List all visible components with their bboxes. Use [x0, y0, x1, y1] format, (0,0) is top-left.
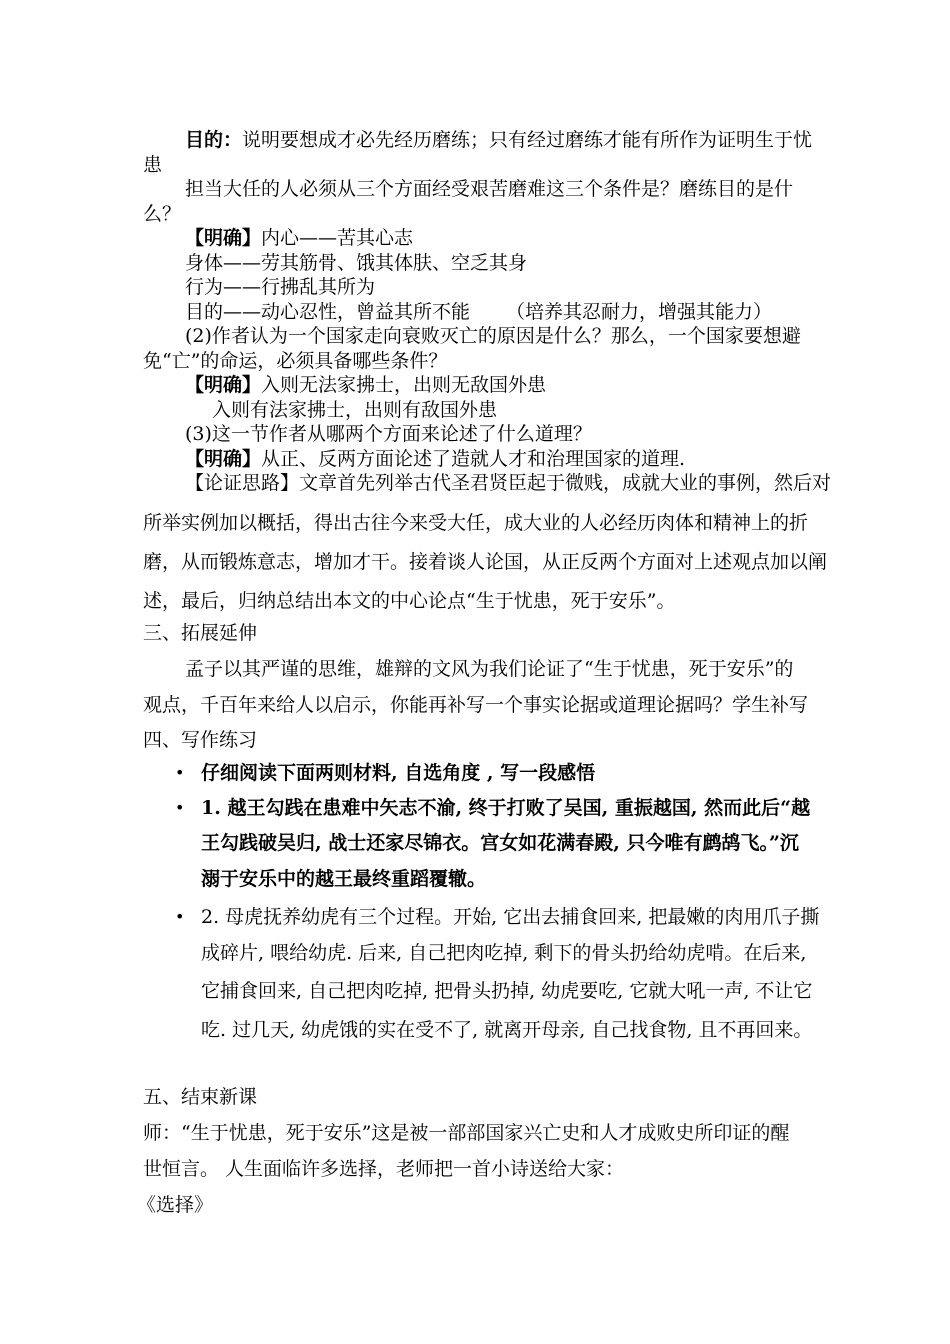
section-3-line-1: 孟子以其严谨的思维，雄辩的文风为我们论证了“生于忧患，死于安乐”的: [185, 658, 794, 680]
exercise-item-3-line-4: 吃. 过几天, 幼虎饿的实在受不了, 就离开母亲, 自己找食物, 且不再回来。: [201, 1019, 813, 1041]
exercise-item-2-line-3: 溺于安乐中的越王最终重蹈覆辙。: [201, 868, 487, 890]
argument-line-3: 磨，从而锻炼意志，增加才干。接着谈人论国，从正反两个方面对上述观点加以阐: [143, 551, 828, 573]
section-4-heading: 四、写作练习: [143, 729, 258, 751]
purpose-line-2: 患: [143, 154, 163, 176]
section-5-heading: 五、结束新课: [143, 1086, 258, 1108]
question-line-1: 担当大任的人必须从三个方面经受艰苦磨难这三个条件是？磨练目的是什: [185, 178, 794, 200]
bullet-icon: •: [175, 907, 185, 926]
bullet-icon: •: [175, 763, 185, 782]
exercise-item-1: 仔细阅读下面两则材料, 自选角度 , 写一段感悟: [201, 762, 596, 784]
exercise-item-3-line-3: 它捕食回来, 自己把肉吃掉, 把骨头扔掉, 幼虎要吃, 它就大吼一声, 不让它: [201, 980, 813, 1002]
argument-line-1: 【论证思路】文章首先列举古代圣君贤臣起于微贱，成就大业的事例，然后对: [185, 472, 832, 494]
answer-text: 目的——动心忍性，曾益其所不能: [185, 301, 471, 323]
bullet-icon: •: [175, 798, 185, 817]
purpose-text: 说明要想成才必先经历磨练；只有经过磨练才能有所作为证明生于忧: [242, 129, 813, 151]
section-5-line-2: 世恒言。 人生面临许多选择，老师把一首小诗送给大家：: [143, 1158, 625, 1180]
q2-line-2: 免“亡”的命运，必须具备哪些条件？: [143, 350, 448, 372]
answer-text: 入则无法家拂士，出则无敌国外患: [261, 374, 547, 396]
purpose-line-1: [185, 128, 812, 152]
answer-label: 【明确】: [185, 448, 262, 470]
q2-answer-line-2: 入则有法家拂士，出则有敌国外患: [212, 399, 498, 421]
exercise-item-2-line-1: 1. 越王勾践在患难中矢志不渝, 终于打败了吴国, 重振越国, 然而此后“越: [201, 797, 811, 819]
answer-note: （培养其忍耐力，增强其能力）: [506, 301, 773, 323]
argument-line-4: 述，最后，归纳总结出本文的中心论点“生于忧患，死于安乐”。: [143, 590, 676, 612]
exercise-item-2-line-2: 王勾践破吴归, 战士还家尽锦衣。宫女如花满春殿, 只今唯有鹧鸪飞。”沉: [201, 832, 799, 854]
exercise-item-3-line-1: 2. 母虎抚养幼虎有三个过程。开始, 它出去捕食回来, 把最嫩的肉用爪子撕: [201, 906, 820, 928]
answer-line-2: 身体——劳其筋骨、饿其体肤、空乏其身: [185, 252, 528, 274]
answer-line-3: 行为——行拂乱其所为: [185, 276, 376, 298]
exercise-item-3-line-2: 成碎片, 喂给幼虎. 后来, 自己把肉吃掉, 剩下的骨头扔给幼虎啃。在后来,: [201, 942, 807, 964]
answer-line-1: [185, 226, 413, 250]
purpose-label: 目的：: [185, 129, 243, 151]
section-5-line-1: 师：“生于忧患，死于安乐”这是被一部部国家兴亡史和人才成败史所印证的醒: [143, 1122, 790, 1144]
q3-line-1: (3)这一节作者从哪两个方面来论述了什么道理？: [185, 423, 592, 445]
section-3-heading: 三、拓展延伸: [143, 622, 258, 644]
q2-line-1: (2)作者认为一个国家走向衰败灭亡的原因是什么？那么，一个国家要想避: [185, 325, 801, 347]
argument-line-2: 所举实例加以概括，得出古往今来受大任，成大业的人必经历肉体和精神上的折: [143, 512, 809, 534]
poem-title: 《选择》: [137, 1194, 214, 1216]
answer-label: 【明确】: [185, 227, 262, 249]
answer-label: 【明确】: [185, 374, 262, 396]
question-line-2: 么？: [143, 203, 182, 225]
q2-answer-line-1: [185, 373, 546, 397]
section-3-line-2: 观点，千百年来给人以启示，你能再补写一个事实论据或道理论据吗？学生补写: [143, 694, 809, 716]
q3-answer-line: [185, 447, 685, 471]
answer-text: 从正、反两方面论述了造就人才和治理国家的道理.: [261, 448, 686, 470]
answer-line-4: [185, 300, 772, 324]
answer-text: 内心——苦其心志: [261, 227, 414, 249]
